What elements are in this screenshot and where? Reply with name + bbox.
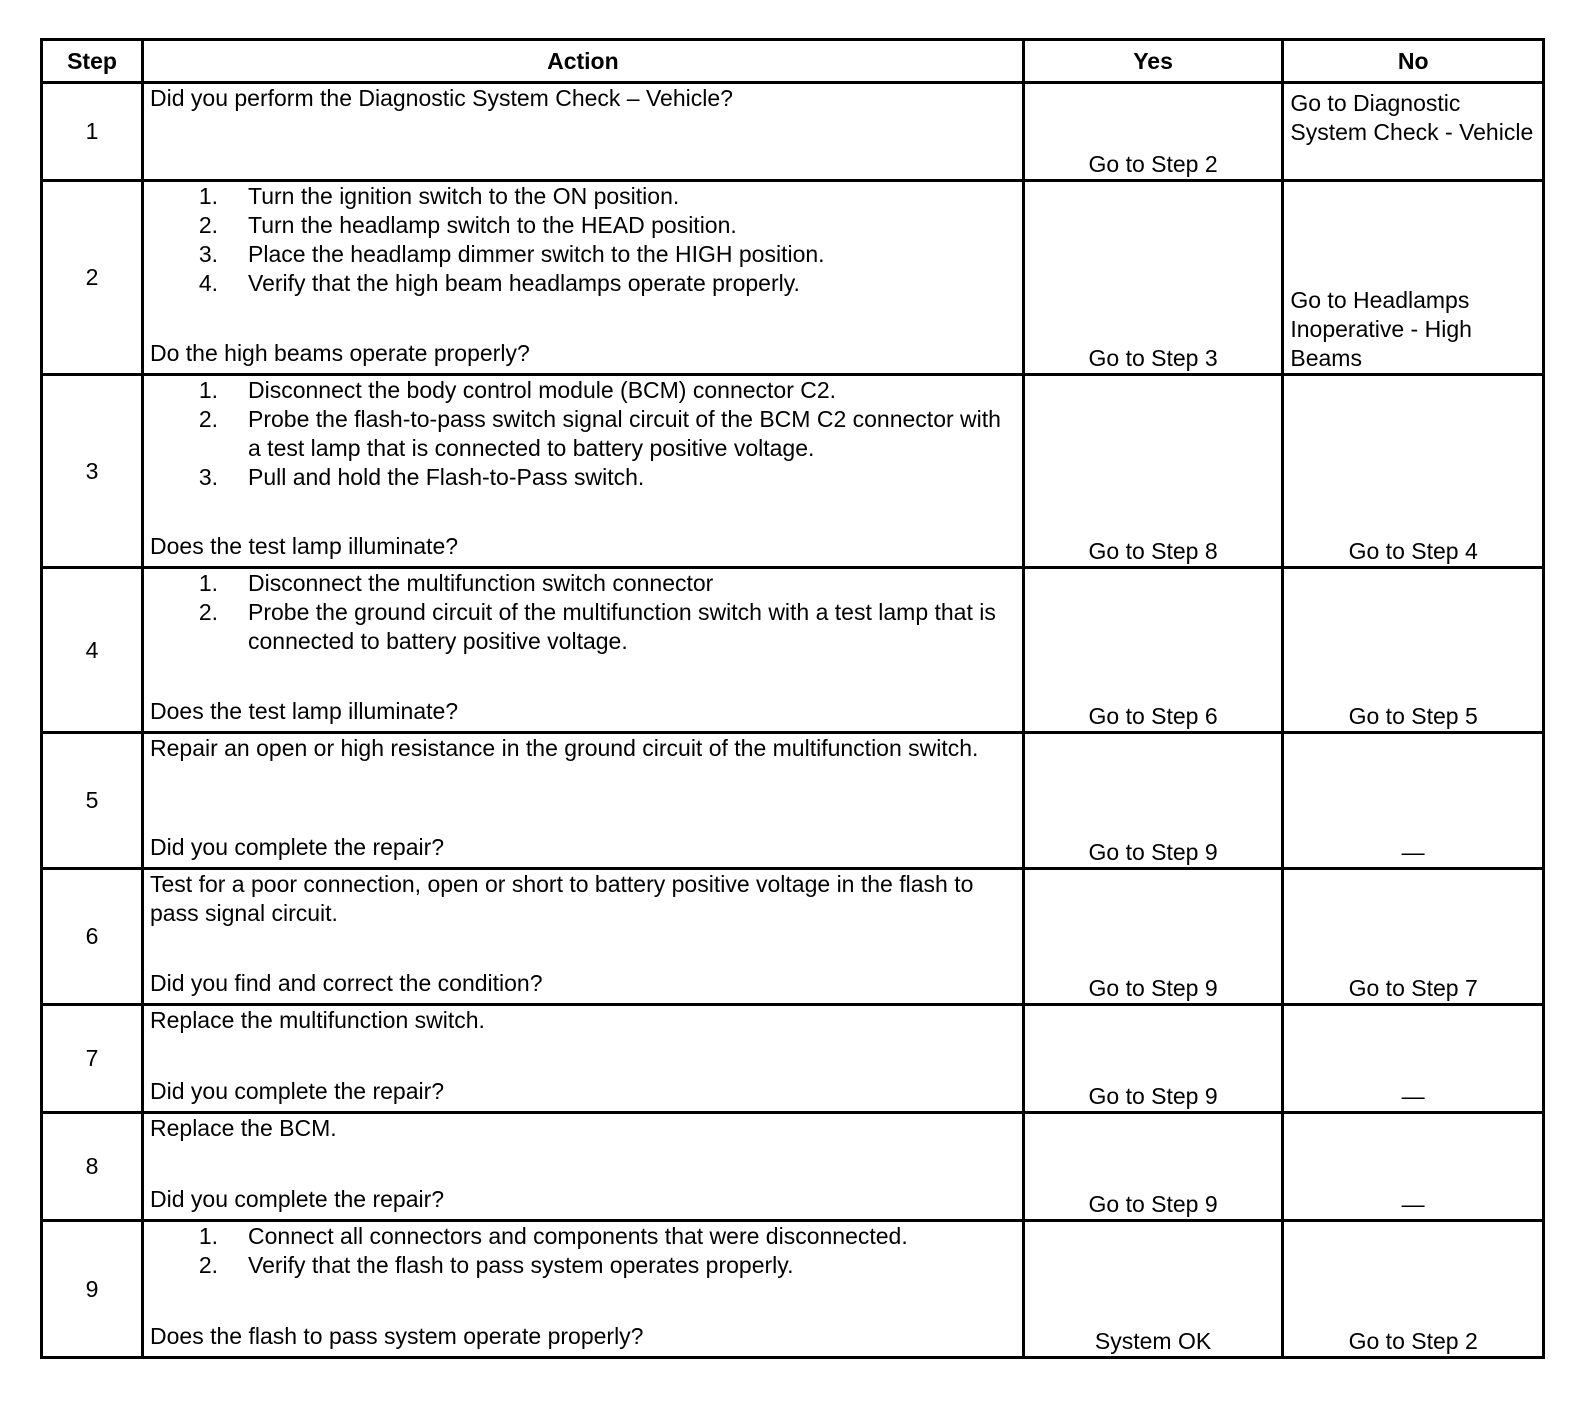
action-question: Did you perform the Diagnostic System Check – Vehicle?	[150, 85, 733, 111]
table-header-row	[42, 40, 1544, 83]
action-intro: Test for a poor connection, open or short to battery positive voltage in the flash to pass signal circuit.	[150, 871, 974, 926]
no-result: Go to Step 2	[1283, 1221, 1544, 1358]
yes-result: Go to Step 9	[1023, 869, 1283, 1005]
action-question: Did you complete the repair?	[150, 1186, 445, 1212]
action-question: Did you complete the repair?	[150, 834, 445, 860]
step-number: 3	[42, 375, 143, 568]
table-row	[42, 1221, 1544, 1358]
action-cell	[143, 568, 1024, 733]
action-steps	[150, 182, 1016, 298]
yes-result: Go to Step 9	[1023, 1113, 1283, 1221]
header-step: Step	[42, 40, 143, 83]
table-row	[42, 1113, 1544, 1221]
step-number: 5	[42, 733, 143, 869]
action-intro: Repair an open or high resistance in the ground circuit of the multifunction switch.	[150, 735, 979, 761]
list-item: 3. Place the headlamp dimmer switch to the HIGH position.	[198, 241, 825, 267]
action-question: Does the test lamp illuminate?	[150, 698, 459, 724]
action-cell	[143, 1005, 1024, 1113]
action-cell	[143, 83, 1024, 181]
action-steps	[150, 1222, 1016, 1280]
header-no: No	[1283, 40, 1544, 83]
step-number: 1	[42, 83, 143, 181]
header-yes: Yes	[1023, 40, 1283, 83]
table-row	[42, 375, 1544, 568]
no-result: —	[1283, 1113, 1544, 1221]
step-number: 8	[42, 1113, 143, 1221]
table-row	[42, 1005, 1544, 1113]
action-cell	[143, 181, 1024, 375]
list-item: 2. Probe the flash-to-pass switch signal circuit of the BCM C2 connector with a test lamp that is connected to battery positive voltage.	[198, 406, 1001, 461]
action-question: Did you find and correct the condition?	[150, 970, 543, 996]
yes-result: System OK	[1023, 1221, 1283, 1358]
action-intro: Replace the multifunction switch.	[150, 1007, 485, 1033]
header-action: Action	[143, 40, 1024, 83]
action-cell	[143, 375, 1024, 568]
list-item: 3. Pull and hold the Flash-to-Pass switch.	[198, 464, 645, 490]
list-item: 4. Verify that the high beam headlamps operate properly.	[198, 270, 800, 296]
action-question: Does the flash to pass system operate properly?	[150, 1323, 644, 1349]
action-question: Did you complete the repair?	[150, 1078, 445, 1104]
action-cell	[143, 733, 1024, 869]
yes-result: Go to Step 2	[1023, 83, 1283, 181]
list-item: 1. Disconnect the body control module (BCM) connector C2.	[198, 377, 837, 403]
yes-result: Go to Step 6	[1023, 568, 1283, 733]
no-result: —	[1283, 733, 1544, 869]
diagnostic-table	[40, 38, 1545, 1359]
action-steps	[150, 569, 1016, 656]
action-cell	[143, 1113, 1024, 1221]
no-result: Go to Headlamps Inoperative - High Beams	[1283, 181, 1544, 375]
yes-result: Go to Step 9	[1023, 733, 1283, 869]
table-row	[42, 181, 1544, 375]
list-item: 1. Disconnect the multifunction switch connector	[198, 570, 714, 596]
list-item: 2. Probe the ground circuit of the multifunction switch with a test lamp that is connected to battery positive voltage.	[198, 599, 996, 654]
table-row	[42, 83, 1544, 181]
table-body	[42, 83, 1544, 1358]
list-item: 1. Connect all connectors and components that were disconnected.	[198, 1223, 908, 1249]
no-result: Go to Step 7	[1283, 869, 1544, 1005]
list-item: 2. Verify that the flash to pass system operates properly.	[198, 1252, 794, 1278]
list-item: 2. Turn the headlamp switch to the HEAD position.	[198, 212, 737, 238]
action-question: Do the high beams operate properly?	[150, 340, 530, 366]
yes-result: Go to Step 3	[1023, 181, 1283, 375]
step-number: 2	[42, 181, 143, 375]
action-intro: Replace the BCM.	[150, 1115, 337, 1141]
step-number: 4	[42, 568, 143, 733]
table-row	[42, 568, 1544, 733]
no-result: —	[1283, 1005, 1544, 1113]
no-result: Go to Step 5	[1283, 568, 1544, 733]
list-item: 1. Turn the ignition switch to the ON position.	[198, 183, 680, 209]
yes-result: Go to Step 8	[1023, 375, 1283, 568]
table-row	[42, 733, 1544, 869]
step-number: 7	[42, 1005, 143, 1113]
table-row	[42, 869, 1544, 1005]
step-number: 6	[42, 869, 143, 1005]
yes-result: Go to Step 9	[1023, 1005, 1283, 1113]
no-result: Go to Diagnostic System Check - Vehicle	[1283, 83, 1544, 181]
no-result: Go to Step 4	[1283, 375, 1544, 568]
action-cell	[143, 1221, 1024, 1358]
action-cell	[143, 869, 1024, 1005]
step-number: 9	[42, 1221, 143, 1358]
action-steps	[150, 376, 1016, 492]
action-question: Does the test lamp illuminate?	[150, 533, 459, 559]
